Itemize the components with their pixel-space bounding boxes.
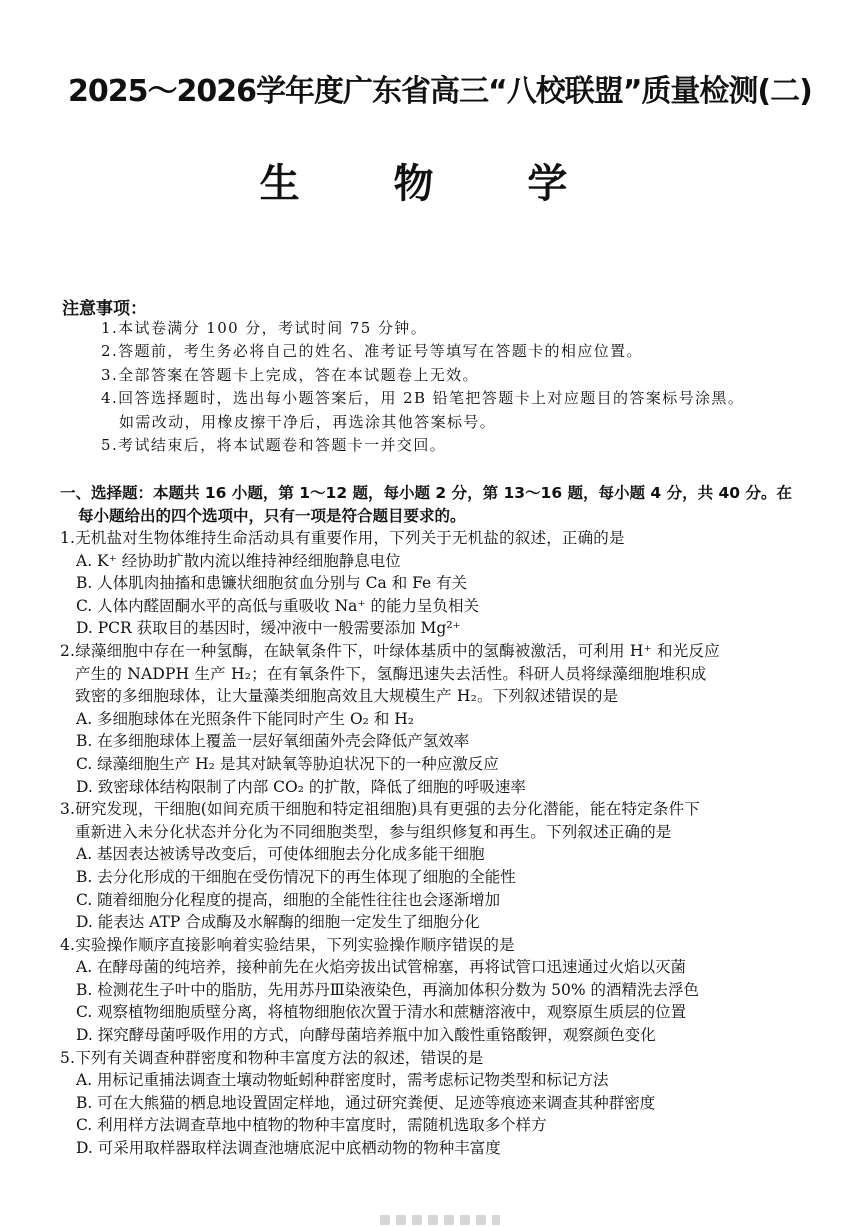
section-heading-line: 一、选择题：本题共 16 小题，第 1～12 题，每小题 2 分，第 13～16 题，每小题 4 分，共 40 分。在 [60, 484, 792, 502]
question-stem [60, 934, 830, 957]
answer-option: A. 用标记重捕法调查土壤动物蚯蚓种群密度时，需考虑标记物类型和标记方法 [76, 1071, 609, 1090]
question-stem-line: 1.无机盐对生物体维持生命活动具有重要作用，下列关于无机盐的叙述，正确的是 [60, 529, 625, 547]
question-block [60, 934, 830, 1047]
notice-item: 2.答题前，考生务必将自己的姓名、准考证号等填写在答题卡的相应位置。 [101, 342, 643, 361]
question-stem-line: 2.绿藻细胞中存在一种氢酶，在缺氧条件下，叶绿体基质中的氢酶被激活，可利用 H⁺ 和光反应 [60, 641, 720, 660]
notice-list [101, 317, 821, 457]
notice-item: 3.全部答案在答题卡上完成，答在本试题卷上无效。 [101, 365, 479, 384]
page-footer-mark [380, 1215, 500, 1225]
question-stem-line: 5.下列有关调查种群密度和物种丰富度方法的叙述，错误的是 [60, 1048, 484, 1067]
question-stem-line: 致密的多细胞球体，让大量藻类细胞高效且大规模生产 H₂。下列叙述错误的是 [75, 687, 619, 706]
section-heading [60, 482, 822, 528]
answer-option: A. K⁺ 经协助扩散内流以维持神经细胞静息电位 [76, 551, 401, 570]
section-heading-line: 每小题给出的四个选项中，只有一项是符合题目要求的。 [78, 507, 466, 525]
answer-option: A. 多细胞球体在光照条件下能同时产生 O₂ 和 H₂ [76, 709, 414, 728]
question-stem [60, 1047, 830, 1070]
question-stem-line: 重新进入未分化状态并分化为不同细胞类型，参与组织修复和再生。下列叙述正确的是 [75, 822, 672, 841]
answer-option: D. 能表达 ATP 合成酶及水解酶的细胞一定发生了细胞分化 [76, 913, 480, 932]
answer-option: B. 人体肌肉抽搐和患镰状细胞贫血分别与 Ca 和 Fe 有关 [76, 574, 468, 593]
answer-option: A. 基因表达被诱导改变后，可使体细胞去分化成多能干细胞 [76, 845, 485, 864]
answer-option: D. PCR 获取目的基因时，缓冲液中一般需要添加 Mg²⁺ [76, 619, 461, 638]
question-block [60, 527, 830, 640]
question-block [60, 798, 830, 934]
question-stem [60, 640, 830, 708]
notice-item: 5.考试结束后，将本试题卷和答题卡一并交回。 [101, 436, 447, 455]
answer-option: C. 随着细胞分化程度的提高，细胞的全能性往往也会逐渐增加 [76, 890, 501, 909]
question-block [60, 640, 830, 798]
question-stem [60, 527, 830, 550]
answer-option: B. 去分化形成的干细胞在受伤情况下的再生体现了细胞的全能性 [76, 867, 516, 886]
answer-option: B. 检测花生子叶中的脂肪，先用苏丹Ⅲ染液染色，再滴加体积分数为 50% 的酒精洗去浮色 [76, 980, 699, 999]
answer-option: C. 利用样方法调查草地中植物的物种丰富度时，需随机选取多个样方 [76, 1116, 547, 1135]
exam-title: 2025～2026学年度广东省高三“八校联盟”质量检测(二) [68, 74, 812, 109]
answer-option: C. 绿藻细胞生产 H₂ 是其对缺氧等胁迫状况下的一种应激反应 [76, 754, 499, 773]
notice-item: 如需改动，用橡皮擦干净后，再选涂其他答案标号。 [119, 412, 497, 431]
answer-option: D. 探究酵母菌呼吸作用的方式，向酵母菌培养瓶中加入酸性重铬酸钾，观察颜色变化 [76, 1026, 656, 1045]
subject-title: 生 物 学 [259, 161, 608, 207]
question-block [60, 1047, 830, 1160]
notice-item: 4.回答选择题时，选出每小题答案后，用 2B 铅笔把答题卡上对应题目的答案标号涂黑。 [101, 389, 745, 408]
answer-option: C. 观察植物细胞质壁分离，将植物细胞依次置于清水和蔗糖溶液中，观察原生质层的位置 [76, 1003, 687, 1022]
question-stem-line: 4.实验操作顺序直接影响着实验结果，下列实验操作顺序错误的是 [60, 935, 515, 954]
answer-option: A. 在酵母菌的纯培养，接种前先在火焰旁拔出试管棉塞，再将试管口迅速通过火焰以灭菌 [76, 958, 687, 977]
question-stem [60, 798, 830, 843]
answer-option: B. 在多细胞球体上覆盖一层好氧细菌外壳会降低产氢效率 [76, 732, 470, 751]
question-stem-line: 3.研究发现，干细胞(如间充质干细胞和特定祖细胞)具有更强的去分化潜能，能在特定条件下 [60, 800, 700, 819]
question-stem-line: 产生的 NADPH 生产 H₂；在有氧条件下，氢酶迅速失去活性。科研人员将绿藻细胞堆积成 [75, 664, 707, 683]
answer-option: D. 致密球体结构限制了内部 CO₂ 的扩散，降低了细胞的呼吸速率 [76, 777, 526, 796]
answer-option: C. 人体内醛固酮水平的高低与重吸收 Na⁺ 的能力呈负相关 [76, 596, 480, 615]
notice-item: 1.本试卷满分 100 分，考试时间 75 分钟。 [101, 319, 428, 337]
question-list [60, 527, 830, 1160]
answer-option: D. 可采用取样器取样法调查池塘底泥中底栖动物的物种丰富度 [76, 1139, 501, 1158]
answer-option: B. 可在大熊猫的栖息地设置固定样地，通过研究粪便、足迹等痕迹来调查其种群密度 [76, 1093, 656, 1112]
notice-heading: 注意事项： [62, 299, 147, 319]
